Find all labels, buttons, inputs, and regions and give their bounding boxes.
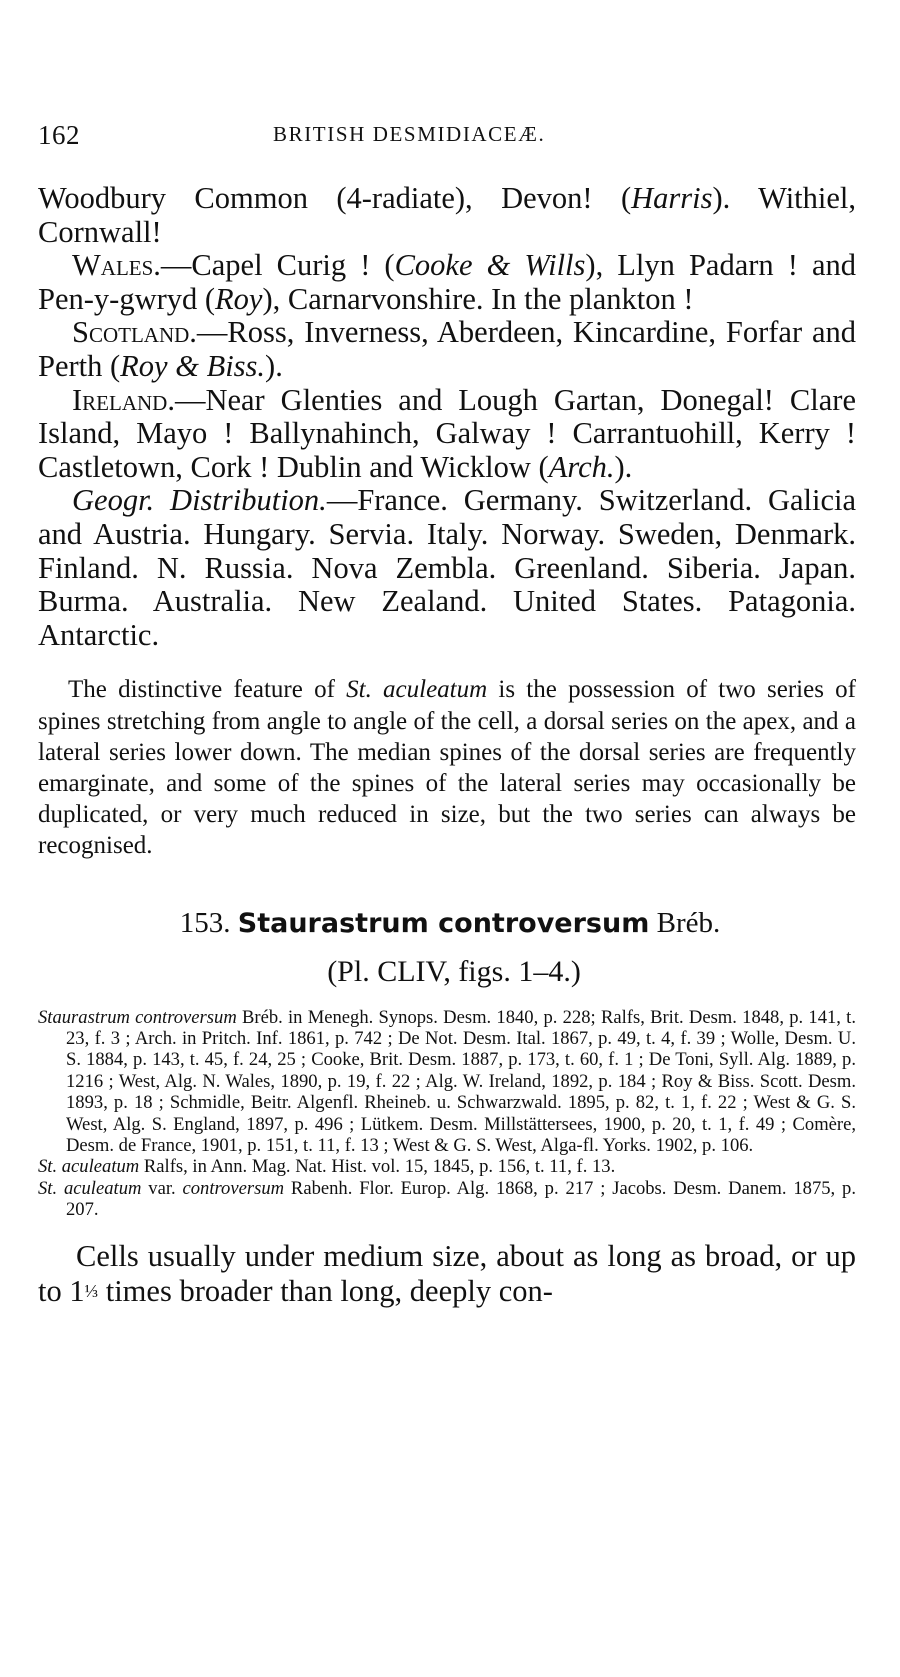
page-number: 162 [38,120,80,150]
distribution-label: Geogr. Distribution. [72,483,327,518]
taxon-name: Staurastrum controversum [38,1006,237,1028]
fraction: ⅓ [84,1280,99,1301]
taxon-name: St. aculeatum [38,1156,140,1178]
localities-section [38,182,856,652]
region-label: Ireland. [72,382,175,417]
taxon-name: St. aculeatum [346,676,488,704]
region-label: Scotland. [72,315,197,350]
species-author: Bréb. [656,906,721,939]
taxon-name: St. aculeatum [38,1177,142,1199]
locality-ireland: Ireland.—Near Glenties and Lough Gartan, Donegal! Clare Island, Mayo ! Ballynahinch, Galway ! Carrantuohill, Kerry ! Castletown, Cork ! Dublin and Wicklow (Arch.). [38,382,856,484]
page-header [38,112,856,152]
collector-name: Cooke & Wills [394,248,586,283]
plate-reference: (Pl. CLIV, figs. 1–4.) [327,954,581,988]
synonymy-entry: Staurastrum controversum Bréb. in Menegh. Synops. Desm. 1840, p. 228; Ralfs, Brit. Desm. 1848, p. 141, t. 23, f. 3 ; Arch. in Pritch. Inf. 1861, p. 742 ; De Not. Desm. Ital. 1867, p. 49, t. 4, f. 39 ; Wolle, Desm. U. S. 1884, p. 143, t. 45, f. 24, 25 ; Cooke, Brit. Desm. 1887, p. 173, t. 60, f. 1 ; De Toni, Syll. Alg. 1889, p. 1216 ; West, Alg. N. Wales, 1890, p. 19, f. 22 ; Alg. W. Ireland, 1892, p. 184 ; Roy & Biss. Scott. Desm. 1893, p. 18 ; Schmidle, Beitr. Algenfl. Rheineb. u. Schwarzwald. 1895, p. 82, t. 1, f. 22 ; West & G. S. West, Alg. S. England, 1897, p. 496 ; Lütkem. Desm. Millstättersees, 1900, p. 20, t. 1, f. 49 ; Comère, Desm. de France, 1901, p. 151, t. 11, f. 13 ; West & G. S. West, Alga-fl. Yorks. 1902, p. 106. [38,1006,856,1156]
synonymy-list [38,1007,856,1221]
collector-name: Arch. [548,449,615,484]
region-label: Wales. [72,248,161,283]
book-page [38,112,856,1339]
cell-description: Cells usually under medium size, about as long as broad, or up to 1⅓ times broader than long, deeply con- [38,1238,856,1308]
geographic-distribution: Geogr. Distribution.—France. Germany. Switzerland. Galicia and Austria. Hungary. Servia. Italy. Norway. Sweden, Denmark. Finland. N. Russia. Nova Zembla. Greenland. Siberia. Japan. Burma. Australia. New Zealand. United States. Patagonia. Antarctic. [38,483,856,652]
synonymy-entry: St. aculeatum Ralfs, in Ann. Mag. Nat. Hist. vol. 15, 1845, p. 156, t. 11, f. 13. [38,1156,616,1178]
species-name: Staurastrum controversum [237,907,650,939]
collector-name: Roy & Biss. [120,348,266,383]
distinctive-feature-note: The distinctive feature of St. aculeatum is the possession of two series of spines stretching from angle to angle of the cell, a dorsal series on the apex, and a lateral series lower down. The median spines of the dorsal series are frequently emarginate, and some of the spines of the lateral series may occasionally be duplicated, or very much reduced in size, but the two series can always be recognised. [38,676,856,860]
locality-scotland: Scotland.—Ross, Inverness, Aberdeen, Kincardine, Forfar and Perth (Roy & Biss.). [38,315,856,383]
species-number: 153. [179,906,231,939]
synonymy-entry: St. aculeatum var. controversum Rabenh. Flor. Europ. Alg. 1868, p. 217 ; Jacobs. Desm. Danem. 1875, p. 207. [38,1177,856,1221]
taxon-name: controversum [182,1177,285,1199]
locality-wales: Wales.—Capel Curig ! (Cooke & Wills), Llyn Padarn ! and Pen-y-gwryd (Roy), Carnarvonshire. In the plankton ! [38,248,856,316]
locality-england-continued: Woodbury Common (4-radiate), Devon! (Harris). Withiel, Cornwall! [38,181,856,249]
species-heading [38,904,856,943]
collector-name: Roy [215,281,263,316]
collector-name: Harris [631,181,713,215]
running-title: BRITISH DESMIDIACEÆ. [273,122,546,146]
